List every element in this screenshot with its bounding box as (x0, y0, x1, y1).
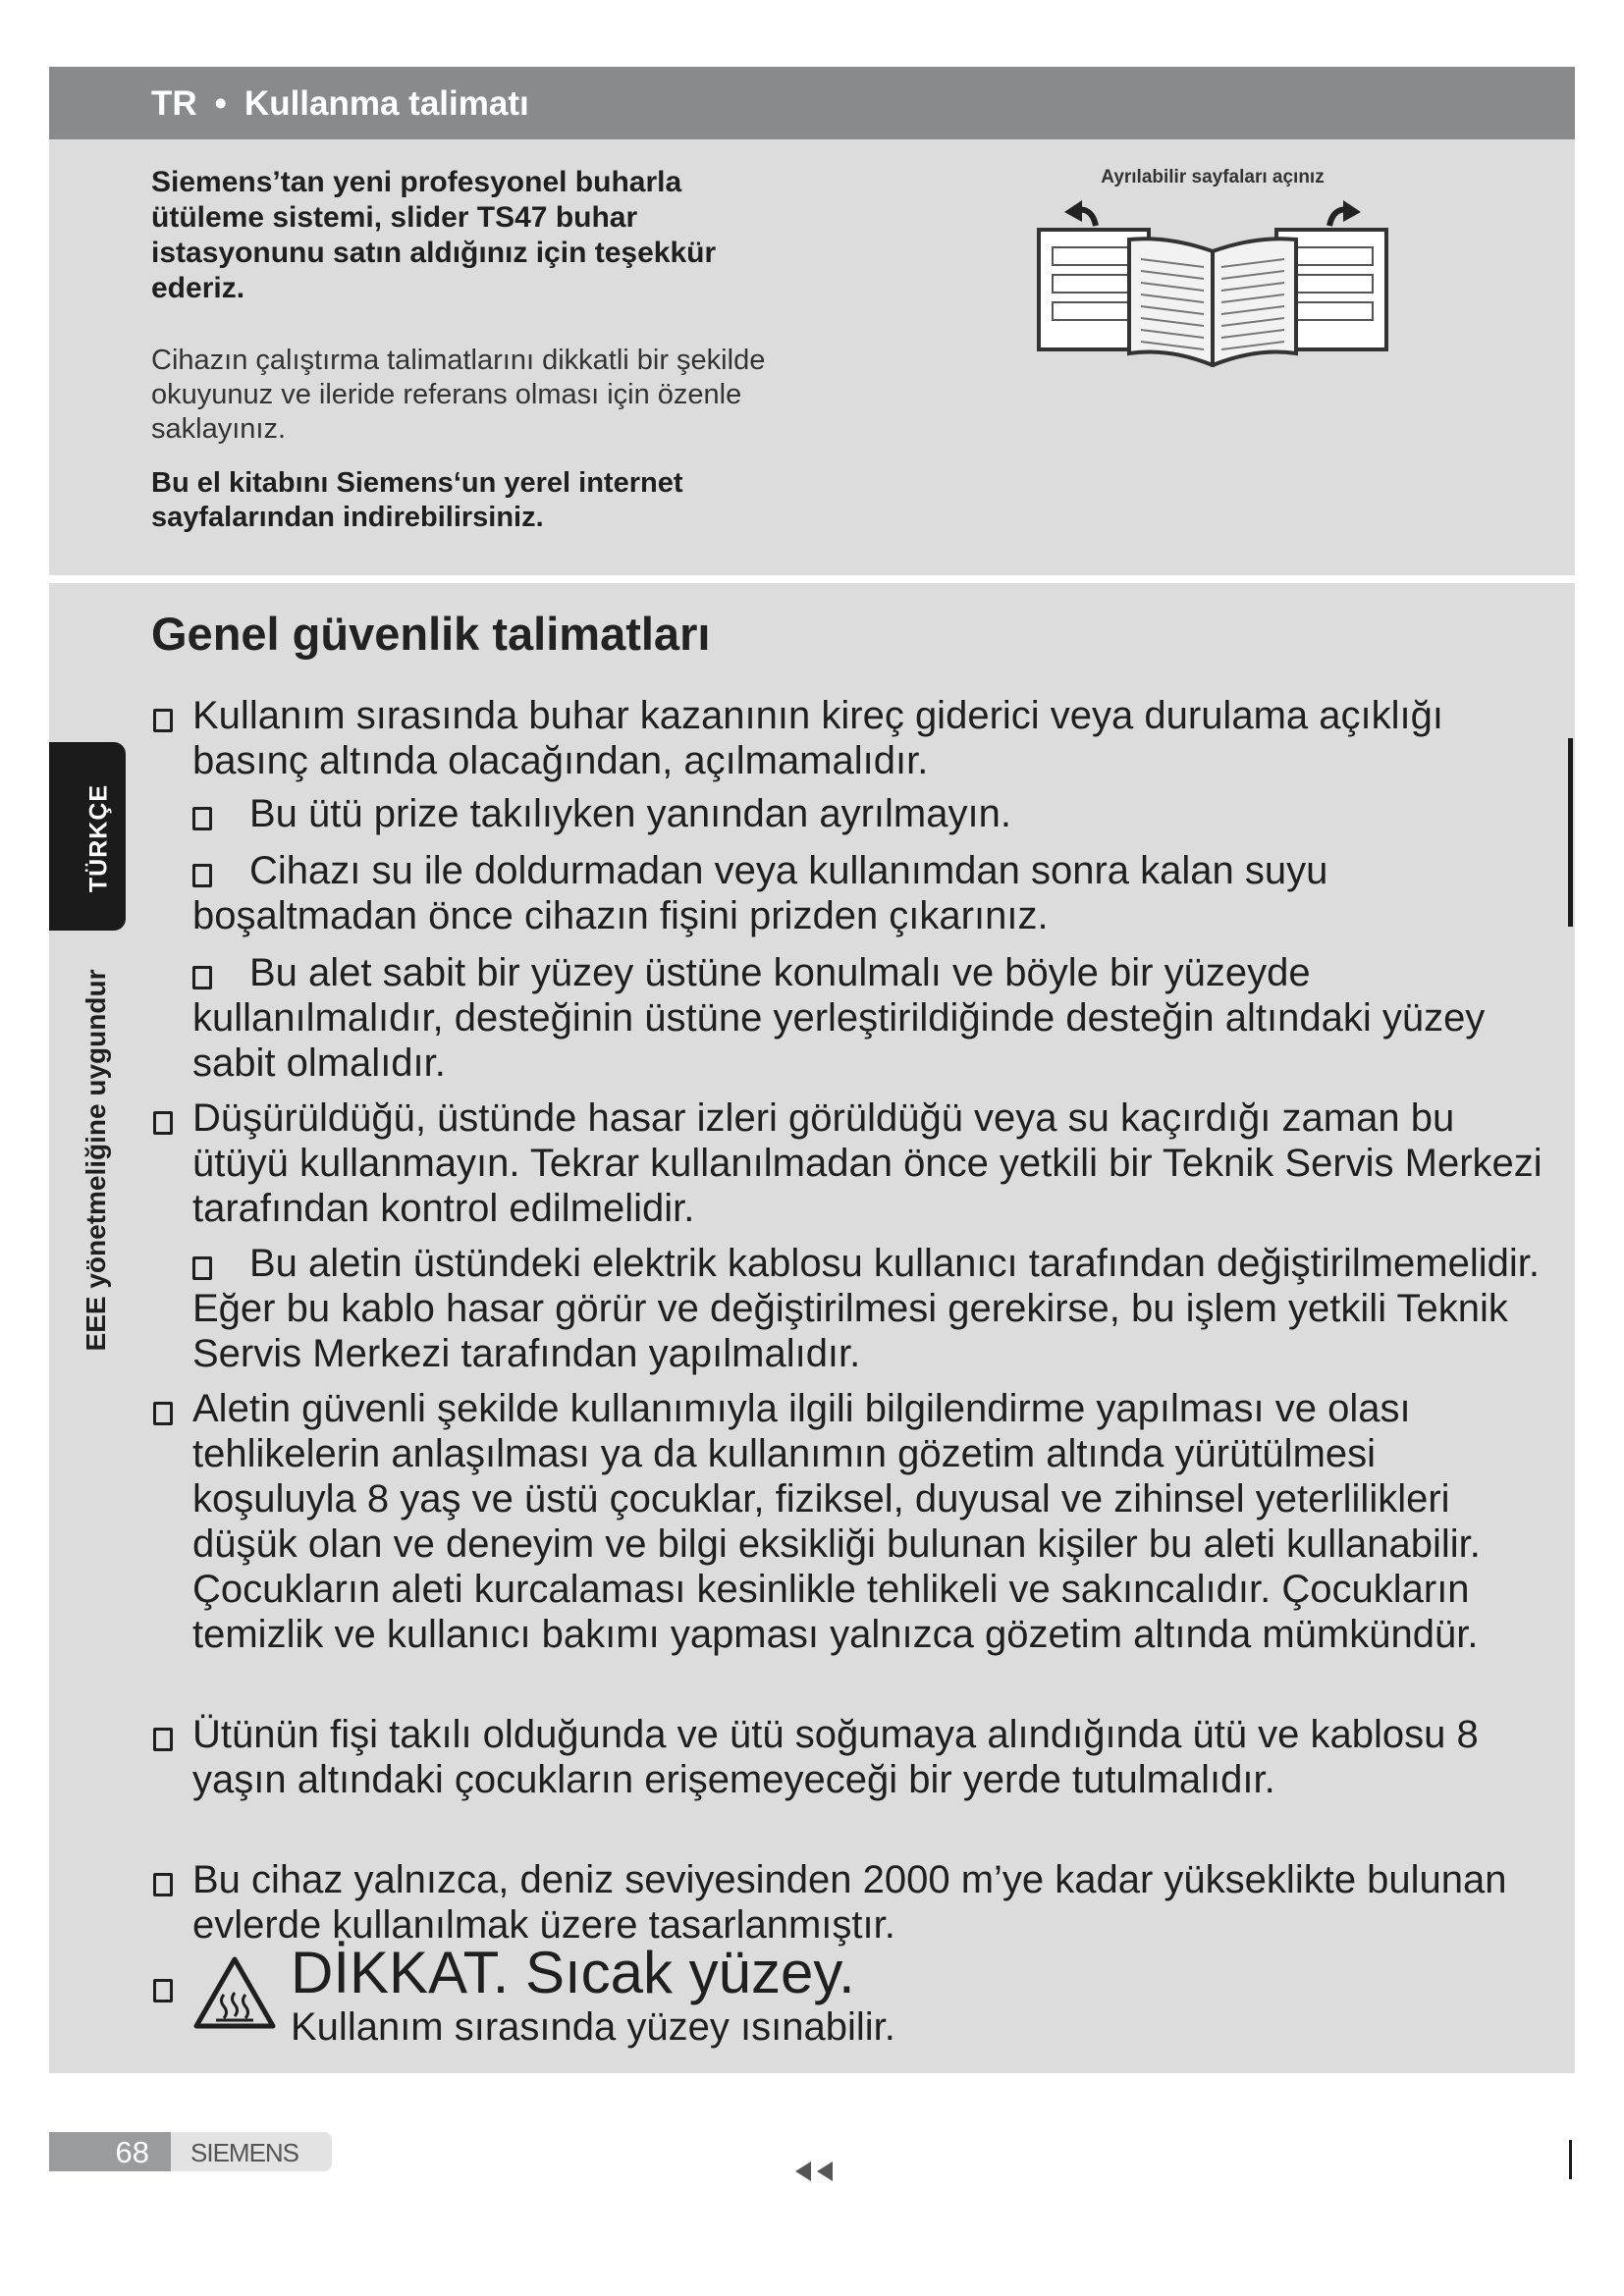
hot-surface-warning-icon (192, 1955, 277, 2030)
checkbox-bullet-icon (153, 1728, 173, 1751)
safety-item-3-text: Cihazı su ile doldurmadan veya kullanımdan sonra kalan suyu boşaltmadan önce cihazın fişini prizden çıkarınız. (192, 849, 1328, 937)
checkbox-bullet-icon (192, 864, 212, 887)
safety-item-6-text: Bu aletin üstündeki elektrik kablosu kullanıcı tarafından değiştirilmemelidir. Eğer bu kablo hasar görür ve değiştirilmesi gerekirse, bu işlem yetkili Teknik Servis Merkezi tarafından yapılmalıdır. (192, 1242, 1541, 1375)
header-title-text: Kullanma talimatı (244, 84, 529, 123)
safety-item-2 (192, 791, 1547, 836)
checkbox-bullet-icon (192, 1256, 212, 1280)
checkbox-bullet-icon (192, 807, 212, 830)
safety-item-4-text: Bu alet sabit bir yüzey üstüne konulmalı ve böyle bir yüzeyde kullanılmalıdır, desteğinin üstüne yerleştirildiğinde desteğin altındaki yüzey sabit olmalıdır. (192, 951, 1486, 1085)
header-title (151, 84, 529, 124)
safety-item-7 (192, 1386, 1547, 1657)
checkbox-bullet-icon (153, 1979, 173, 2002)
safety-item-8-text: Ütünün fişi takılı olduğunda ve ütü soğumaya alındığında ütü ve kablosu 8 yaşın altındaki çocukların erişemeyeceği bir yerde tutulmalıdır. (192, 1713, 1479, 1801)
safety-panel (49, 583, 1575, 2073)
warning-title: DİKKAT. Sıcak yüzey. (291, 1940, 855, 2005)
checkbox-bullet-icon (153, 1873, 173, 1896)
safety-item-1-text: Kullanım sırasında buhar kazanının kireç giderici veya durulama açıklığı basınç altında olacağından, açılmamalıdır. (192, 694, 1443, 782)
language-tab-label: TÜRKÇE (84, 783, 113, 893)
safety-item-6 (192, 1241, 1567, 1376)
intro-panel (49, 139, 1575, 575)
brand-box (171, 2132, 332, 2171)
compliance-note: EEE yönetmeliğine uygundur (81, 969, 111, 1352)
safety-item-1 (192, 693, 1547, 783)
safety-item-2-text: Bu ütü prize takılıyken yanından ayrılmayın. (249, 792, 1011, 835)
checkbox-bullet-icon (153, 1111, 173, 1135)
safety-item-5 (192, 1095, 1547, 1231)
brand-label: SIEMENS (190, 2138, 299, 2167)
intro-thanks: Siemens’tan yeni profesyonel buharla ütüleme sistemi, slider TS47 buhar istasyonunu satın aldığınız için teşekkür ederiz. (151, 166, 717, 304)
illustration-caption: Ayrılabilir sayfaları açınız (1101, 167, 1325, 187)
open-fold-out-pages-icon (1031, 200, 1394, 367)
safety-item-7-text: Aletin güvenli şekilde kullanımıyla ilgili bilgilendirme yapılması ve olası tehlikelerin anlaşılması ya da kullanımın gözetim altında yürütülmesi koşuluyla 8 yaş ve üstü çocuklar, fiziksel, duyusal ve zihinsel yeterlilikleri düşük olan ve deneyim ve bilgi eksikliği bulunan kişiler bu aleti kullanabilir. Çocukların aleti kurcalaması kesinlikle tehlikeli ve sakıncalıdır. Çocukların temizlik ve kullanıcı bakımı yapması yalnızca gözetim altında mümkündür. (192, 1387, 1481, 1656)
section-title: Genel güvenlik talimatları (151, 608, 711, 660)
page-number-box (49, 2132, 171, 2171)
header-lang: TR (151, 84, 197, 123)
intro-download-note: Bu el kitabını Siemens‘un yerel internet sayfalarından indirebilirsiniz. (151, 467, 683, 533)
safety-item-9-text: Bu cihaz yalnızca, deniz seviyesinden 2000 m’ye kadar yükseklikte bulunan evlerde kullanılmak üzere tasarlanmıştır. (192, 1858, 1507, 1947)
safety-item-8 (192, 1712, 1547, 1802)
safety-item-4 (192, 950, 1547, 1086)
footer-margin-marker (1569, 2140, 1572, 2179)
safety-item-9 (192, 1857, 1547, 1948)
header-separator: • (214, 84, 227, 123)
right-margin-marker (1568, 738, 1573, 927)
checkbox-bullet-icon (153, 709, 173, 732)
safety-item-3 (192, 848, 1547, 938)
page-number: 68 (115, 2135, 149, 2169)
section-divider (49, 575, 1575, 583)
checkbox-bullet-icon (153, 1402, 173, 1425)
back-arrows-icon[interactable] (791, 2160, 837, 2183)
safety-item-5-text: Düşürüldüğü, üstünde hasar izleri görüldüğü veya su kaçırdığı zaman bu ütüyü kullanmayın. Tekrar kullanılmadan önce yetkili bir Teknik Servis Merkezi tarafından kontrol edilmelidir. (192, 1096, 1543, 1230)
warning-text: Kullanım sırasında yüzey ısınabilir. (291, 2005, 895, 2049)
checkbox-bullet-icon (192, 966, 212, 989)
header-bar (49, 67, 1575, 139)
intro-read-carefully: Cihazın çalıştırma talimatlarını dikkatli bir şekilde okuyunuz ve ileride referans olması için özenle saklayınız. (151, 345, 766, 445)
